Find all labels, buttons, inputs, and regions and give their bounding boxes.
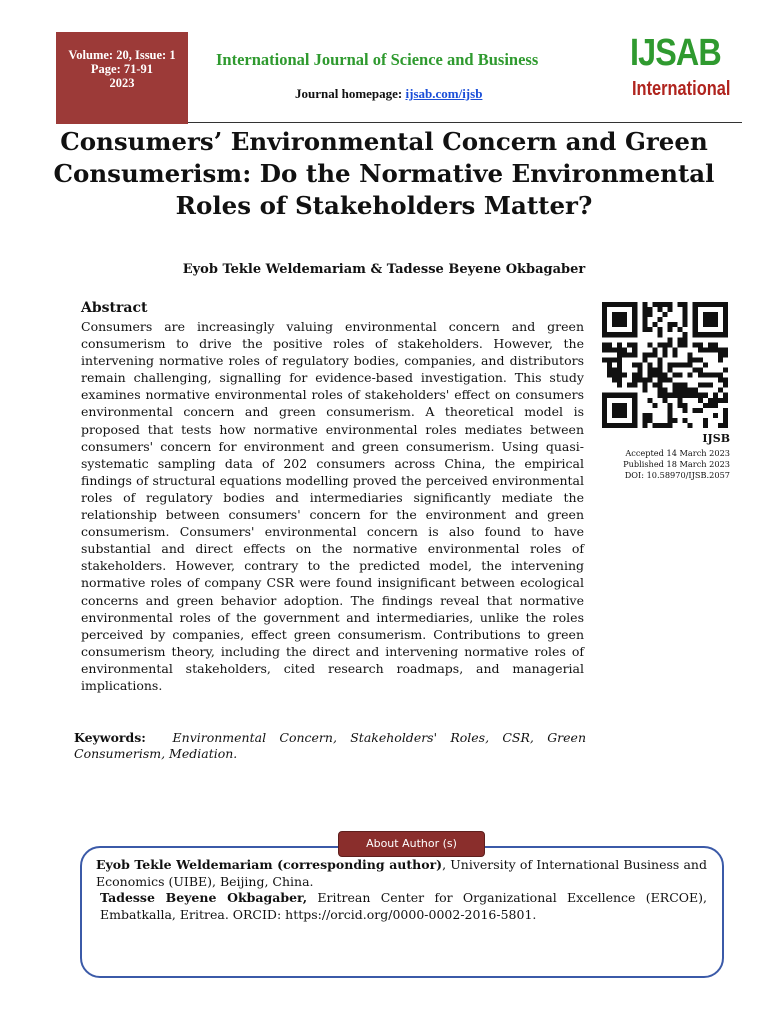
about-authors-tab: About Author (s) bbox=[338, 831, 485, 857]
keywords-list: Environmental Concern, Stakeholders' Roles, CSR, Green Consumerism, Mediation. bbox=[74, 730, 586, 761]
published-date: Published 18 March 2023 bbox=[623, 459, 730, 469]
author-1-name: Eyob Tekle Weldemariam (corresponding author) bbox=[96, 857, 443, 872]
journal-homepage bbox=[295, 86, 482, 102]
logo-top-text: IJSAB bbox=[630, 32, 721, 74]
qr-code-icon bbox=[602, 302, 728, 428]
author-1-entry bbox=[96, 857, 707, 890]
author-2-entry bbox=[96, 890, 707, 923]
accepted-date: Accepted 14 March 2023 bbox=[625, 448, 730, 458]
paper-title: Consumers’ Environmental Concern and Green Consumerism: Do the Normative Environmental Roles of Stakeholders Matter? bbox=[53, 127, 715, 220]
abstract-heading: Abstract bbox=[81, 300, 148, 316]
issue-year: 2023 bbox=[109, 76, 135, 90]
author-1-affiliation: , University of International Business and Economics (UIBE), Beijing, China. bbox=[96, 857, 707, 889]
homepage-link[interactable]: ijsab.com/ijsb bbox=[405, 86, 483, 101]
issue-info-box bbox=[56, 32, 188, 124]
paper-authors: Eyob Tekle Weldemariam & Tadesse Beyene Okbagaber bbox=[182, 262, 586, 277]
ijsab-logo bbox=[630, 32, 734, 116]
keywords bbox=[74, 730, 586, 762]
article-dates bbox=[623, 448, 730, 481]
header-divider bbox=[188, 122, 742, 123]
page-range: Page: 71-91 bbox=[90, 62, 154, 76]
author-2-name: Tadesse Beyene Okbagaber, bbox=[100, 890, 308, 905]
logo-bottom-text: International bbox=[632, 78, 731, 100]
keywords-label: Keywords: bbox=[74, 730, 146, 745]
homepage-label: Journal homepage: bbox=[295, 86, 403, 101]
author-2-affiliation: Eritrean Center for Organizational Excellence (ERCOE), Embatkalla, Eritrea. ORCID: https://orcid.org/0000-0002-2016-5801. bbox=[100, 890, 707, 922]
about-authors-text bbox=[96, 857, 707, 923]
abstract-text: Consumers are increasingly valuing environmental concern and green consumerism to drive the positive roles of stakeholders. However, the intervening normative roles of regulatory bodies, companies, and distributors remain challenging, signalling for evidence-based investigation. This study examines normative environmental roles of stakeholders' effect on consumers environmental concern and green consumerism. A theoretical model is proposed that tests how normative environmental roles mediates between consumers' concern for environment and green consumerism. Using quasi-systematic sampling data of 202 consumers across China, the empirical findings of structural equations modelling proved the perceived environmental roles of regulatory bodies and intermediaries significantly mediate the relationship between consumers' concern for the environment and green consumerism. Consumers' environmental concern is also found to have substantial and direct effects on the normative environmental roles of stakeholders. However, contrary to the predicted model, the intervening normative roles of company CSR were found insignificant between ecological concerns and green behavior adoption. The findings reveal that normative environmental roles of the government and intermediaries, unlike the roles perceived by companies, effect green consumerism. Contributions to green consumerism theory, including the direct and intervening normative roles of environmental stakeholders, cited research roadmaps, and managerial implications. bbox=[81, 319, 584, 693]
sidebar-journal-abbrev: IJSB bbox=[702, 432, 730, 445]
journal-name: International Journal of Science and Business bbox=[216, 50, 539, 69]
volume-issue: Volume: 20, Issue: 1 bbox=[68, 48, 176, 62]
doi: DOI: 10.58970/IJSB.2057 bbox=[624, 470, 730, 480]
